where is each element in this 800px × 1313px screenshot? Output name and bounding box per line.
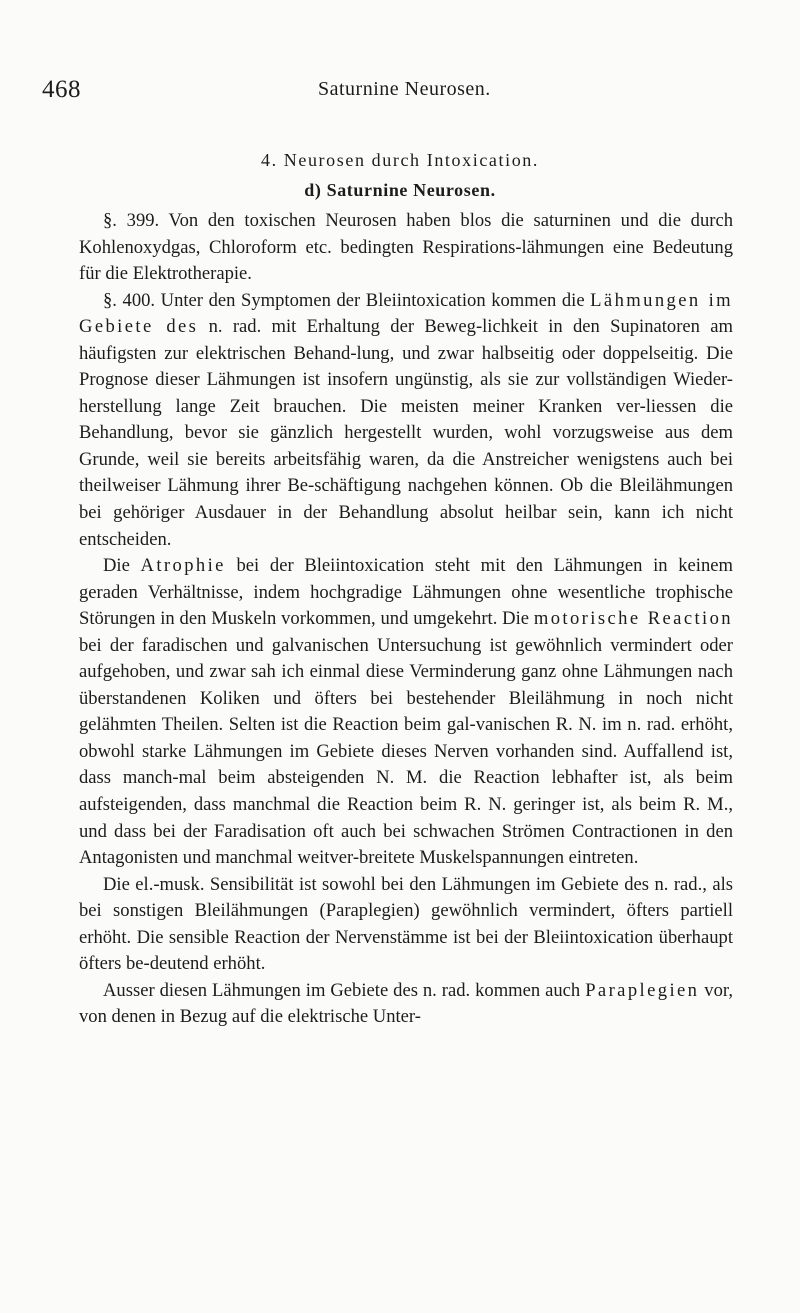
paragraph-399: §. 399. Von den toxischen Neurosen haben blos die saturninen und die durch Kohlenoxydgas, Chloroform etc. bedingten Respirations-lähmungen eine Bedeutung für die Elektrotherapie.	[79, 210, 733, 285]
paragraph-atrophie	[79, 553, 733, 872]
paragraph-400-text-start: §. 400. Unter den Symptomen der Bleiintoxication kommen die	[103, 289, 591, 311]
spaced-term-paraplegien: Paraplegien	[585, 979, 700, 1001]
paragraph-paraplegien-text-start: Ausser diesen Lähmungen im Gebiete des n. rad. kommen auch	[103, 979, 586, 1001]
section-title: 4. Neurosen durch Intoxication.	[260, 150, 540, 170]
paragraph-atrophie-text-middle: bei der Bleiintoxication steht mit den Lähmungen in keinem geraden Verhältnisse, indem hochgradige Lähmungen ohne wesentliche trophische Störungen in den Muskeln vorkommen, und umgekehrt. Die	[79, 555, 733, 630]
running-title: Saturnine Neurosen.	[318, 78, 491, 100]
spaced-term-motorische-reaction: motorische Reaction	[533, 608, 733, 630]
page-number: 468	[42, 76, 81, 103]
paragraph-paraplegien	[79, 978, 733, 1031]
paragraph-atrophie-text-rest: bei der faradischen und galvanischen Untersuchung ist gewöhnlich vermindert oder aufgehoben, und zwar sah ich einmal diese Verminderung ganz ohne Lähmungen nach überstandenen Koliken und öfters bei bestehender Bleilähmung in noch nicht gelähmten Theilen. Selten ist die Reaction beim gal-vanischen R. N. im n. rad. erhöht, obwohl starke Lähmungen im Gebiete dieses Nerven vorhanden sind. Auffallend ist, dass manch-mal beim absteigenden N. M. die Reaction lebhafter ist, als beim aufsteigenden, dass manchmal die Reaction beim R. N. geringer ist, als beim R. M., und dass bei der Faradisation oft auch bei schwachen Strömen Contractionen in den Antagonisten und manchmal weitver-breitete Muskelspannungen eintreten.	[79, 634, 733, 869]
paragraph-paraplegien-text-rest: vor, von denen in Bezug auf die elektrische Unter-	[79, 979, 733, 1028]
paragraph-400-text-rest: n. rad. mit Erhaltung der Beweg-lichkeit in den Supinatoren am häufigsten zur elektrischen Behand-lung, und zwar halbseitig oder doppelseitig. Die Prognose dieser Lähmungen ist insofern ungünstig, als sie zur vollständigen Wieder-herstellung lange Zeit brauchen. Die meisten meiner Kranken ver-liessen die Behandlung, bevor sie gänzlich hergestellt wurden, wohl vorzugsweise aus dem Grunde, weil sie bereits arbeitsfähig waren, da die Anstreicher wenigstens auch bei theilweiser Lähmung ihrer Be-schäftigung nachgehen können. Ob die Bleilähmungen bei gehöriger Ausdauer in der Behandlung absolut heilbar sein, kann ich nicht entscheiden.	[79, 316, 733, 550]
paragraph-400	[79, 288, 733, 553]
body-text	[79, 208, 733, 1031]
sub-title: d) Saturnine Neurosen.	[304, 180, 496, 200]
spaced-term-atrophie: Atrophie	[140, 555, 226, 577]
spaced-term-laehmungen: Lähmungen im Gebiete des	[79, 289, 733, 338]
page-header	[0, 76, 800, 116]
paragraph-atrophie-text-start: Die	[103, 555, 141, 577]
paragraph-sensibilitaet: Die el.-musk. Sensibilität ist sowohl bei den Lähmungen im Gebiete des n. rad., als bei sonstigen Bleilähmungen (Paraplegien) gewöhnlich vermindert, öfters partiell erhöht. Die sensible Reaction der Nervenstämme ist bei der Bleiintoxication überhaupt öfters be-deutend erhöht.	[79, 873, 733, 975]
